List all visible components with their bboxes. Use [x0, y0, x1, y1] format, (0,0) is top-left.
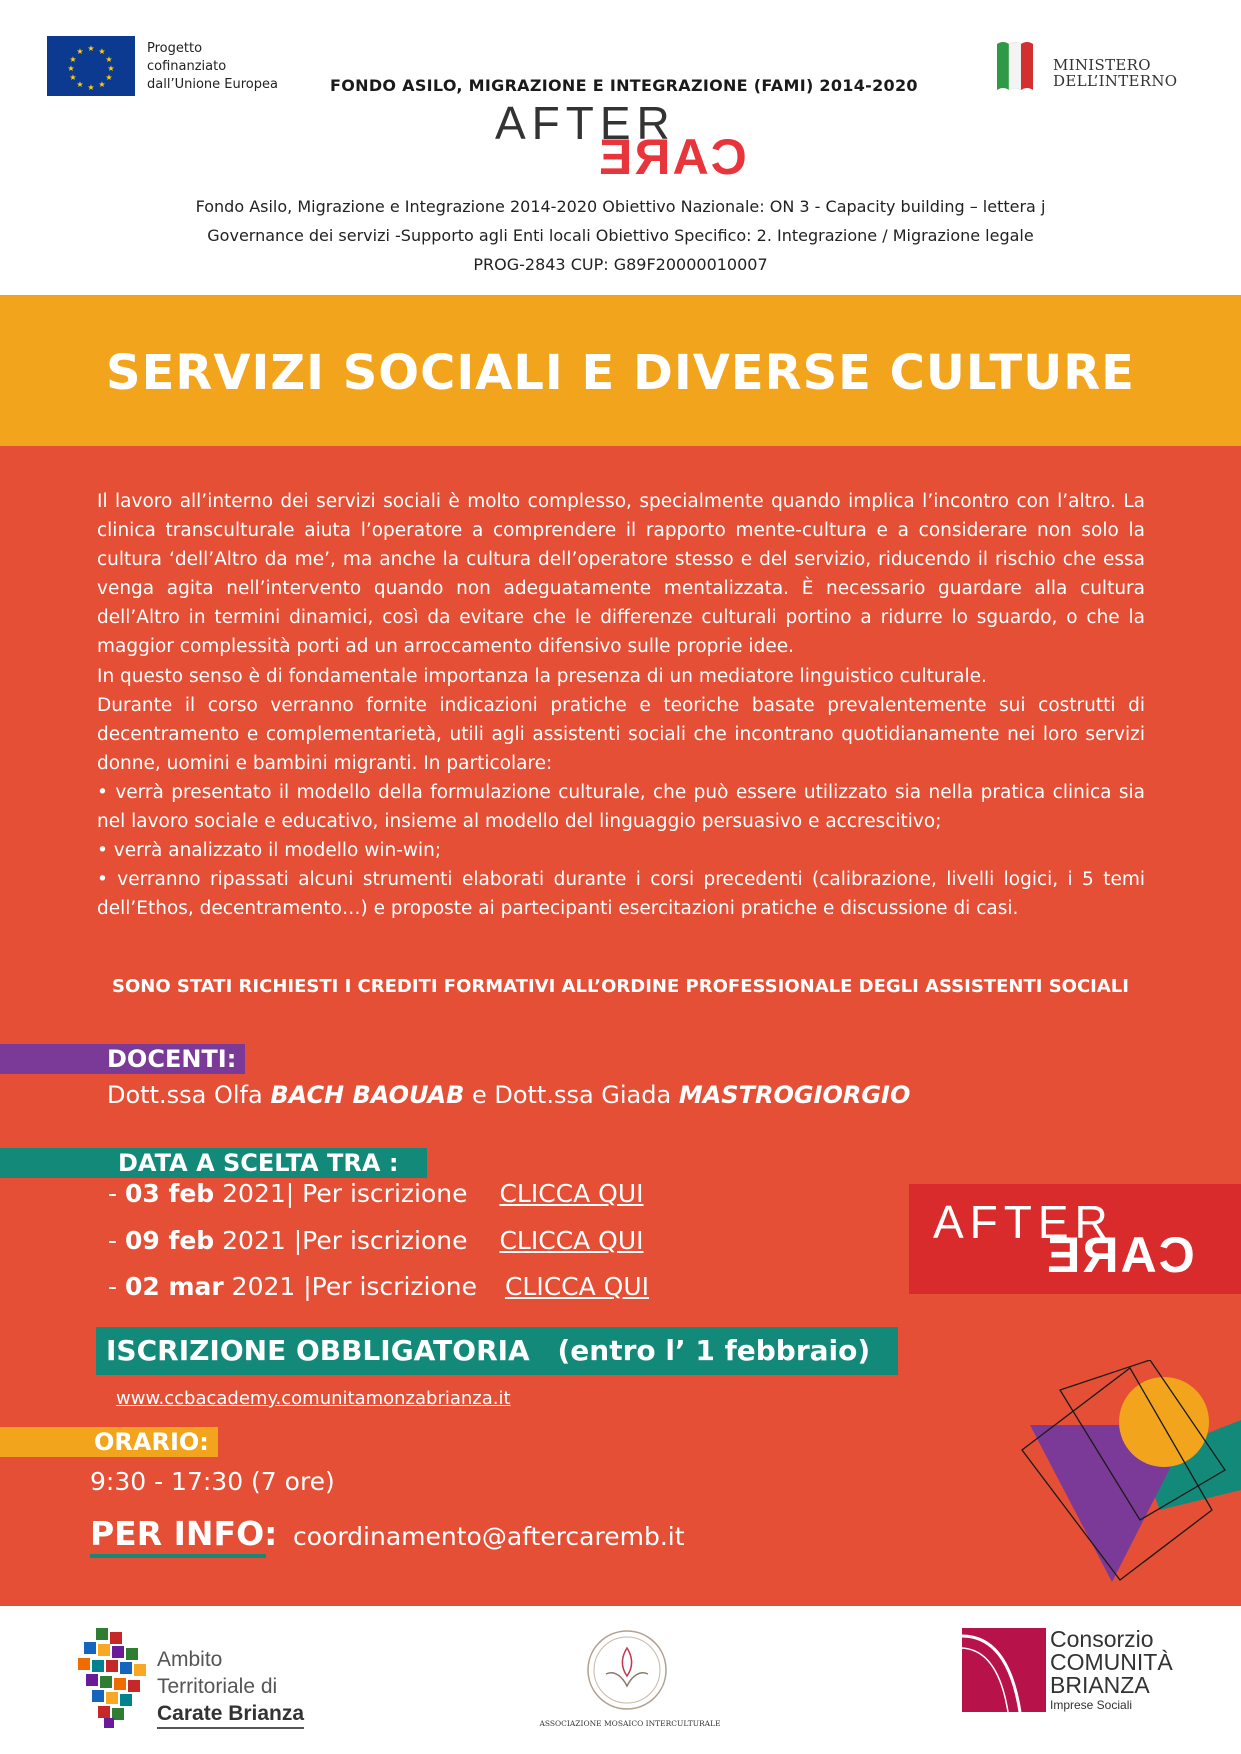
fami-title: FONDO ASILO, MIGRAZIONE E INTEGRAZIONE (FAMI) 2014-2020 — [330, 76, 918, 95]
register-link[interactable]: CLICCA QUI — [504, 1272, 650, 1301]
page-title: SERVIZI SOCIALI E DIVERSE CULTURE — [106, 345, 1135, 401]
credits-notice: SONO STATI RICHIESTI I CREDITI FORMATIVI ALL’ORDINE PROFESSIONALE DEGLI ASSISTENTI SOCIALI — [112, 976, 1129, 997]
svg-text:★: ★ — [69, 55, 77, 64]
logo-care-text: CARE — [597, 129, 747, 185]
aftercare-logo-header — [495, 97, 747, 185]
aftercare-logo-box — [909, 1184, 1241, 1294]
docenti-names — [107, 1081, 910, 1109]
svg-text:★: ★ — [87, 83, 95, 92]
logo-after-text: AFTER — [495, 97, 676, 149]
eu-flag-logo — [47, 36, 135, 96]
orario-label: ORARIO: — [94, 1428, 209, 1456]
eu-cofunding-caption — [147, 40, 307, 94]
ambito-line: Territoriale di — [157, 1675, 278, 1698]
registration-required: ISCRIZIONE OBBLIGATORIA — [106, 1334, 530, 1367]
bullet-item: • verrà presentato il modello della formulazione culturale, che può essere utilizzato sia nella pratica clinica sia nel lavoro sociale e educativo, insieme al modello del linguaggio persuasivo e accrescitivo; — [97, 781, 1145, 833]
date-separator: | — [285, 1226, 303, 1255]
dates-label: DATA A SCELTA TRA : — [118, 1149, 399, 1177]
ambito-line: Ambito — [157, 1648, 223, 1671]
consorzio-logo — [962, 1628, 1046, 1712]
date-row — [108, 1272, 649, 1301]
mosaico-caption: ASSOCIAZIONE MOSAICO INTERCULTURALE — [539, 1719, 721, 1728]
svg-text:★: ★ — [105, 73, 113, 82]
ambito-line: Carate Brianza — [157, 1700, 304, 1729]
fund-line: Governance dei servizi -Supporto agli Enti locali Obiettivo Specifico: 2. Integrazione / Migrazione legale — [207, 226, 1034, 245]
ambito-caption — [157, 1646, 304, 1729]
puzzle-map-logo — [78, 1628, 146, 1728]
docenti-joiner: e Dott.ssa Giada — [464, 1081, 679, 1109]
fund-description — [0, 192, 1241, 279]
docente-name: BACH BAOUAB — [270, 1081, 465, 1109]
consorzio-line: Imprese Sociali — [1050, 1698, 1133, 1712]
description-paragraph: In questo senso è di fondamentale importanza la presenza di un mediatore linguistico culturale. — [97, 665, 987, 687]
date-dash: - — [108, 1226, 125, 1255]
info-label: PER INFO: — [90, 1514, 278, 1553]
eu-caption-line: dall’Unione Europea — [147, 77, 278, 92]
date-text: Per iscrizione — [302, 1179, 468, 1208]
date-separator: | — [295, 1272, 312, 1301]
description-paragraph: Durante il corso verranno fornite indicazioni pratiche e teoriche basate prevalentemente sui costrutti di decentramento e complementarietà, utili agli assistenti sociali che incontrano quotidianamente nei loro servizi donne, uomini e bambini migranti. In particolare: — [97, 694, 1145, 774]
svg-text:★: ★ — [98, 47, 106, 56]
date-year: 2021 — [214, 1226, 286, 1255]
svg-text:★: ★ — [107, 64, 115, 73]
bullet-item: • verranno ripassati alcuni strumenti elaborati durante i corsi precedenti (calibrazione, livelli logici, i 5 temi dell’Ethos, decentramento…) e proposte ai partecipanti esercitazioni pratiche e discussione di casi. — [97, 869, 1145, 920]
docente-name: MASTROGIORGIO — [678, 1081, 911, 1109]
register-link[interactable]: CLICCA QUI — [499, 1226, 644, 1255]
description-paragraph: Il lavoro all’interno dei servizi sociali è molto complesso, specialmente quando implica l’incontro con l’altro. La clinica transculturale aiuta l’operatore a comprendere il rapporto mente-cultura e a considerare non solo la cultura ‘dell’Altro da me’, ma anche la cultura dell’operatore stesso e del servizio, riducendo il rischio che essa venga agita nell’intervento quando non adeguatamente mentalizzata. È necessario guardare alla cultura dell’Altro in termini dinamici, così da evitare che le differenze culturali portino a ridurre lo sguardo, o che la maggior complessità porti ad un arroccamento difensivo sulle proprie idee. — [97, 491, 1145, 658]
register-link[interactable]: CLICCA QUI — [499, 1179, 644, 1208]
docenti-label-bar — [0, 1044, 245, 1074]
date-dash: - — [108, 1179, 125, 1208]
date-separator: | — [285, 1179, 303, 1208]
logo-care-text: CARE — [1045, 1227, 1195, 1283]
website-link[interactable]: www.ccbacademy.comunitamonzabrianza.it — [116, 1388, 511, 1409]
info-underline — [90, 1554, 266, 1558]
dates-label-bar — [0, 1148, 427, 1178]
registration-deadline: (entro l’ 1 febbraio) — [557, 1334, 871, 1367]
date-row — [108, 1179, 644, 1208]
date-day: 09 feb — [124, 1226, 215, 1255]
date-text: Per iscrizione — [302, 1226, 468, 1255]
eu-caption-line: Progetto — [147, 41, 203, 56]
svg-text:★: ★ — [69, 73, 77, 82]
fund-line: PROG-2843 CUP: G89F20000010007 — [473, 255, 768, 274]
ministry-name — [1053, 57, 1177, 89]
svg-text:★: ★ — [87, 44, 95, 53]
date-text: Per iscrizione — [311, 1272, 477, 1301]
date-dash: - — [108, 1272, 125, 1301]
orario-label-bar — [0, 1427, 218, 1457]
date-day: 02 mar — [124, 1272, 224, 1301]
date-row — [108, 1226, 644, 1255]
docenti-label: DOCENTI: — [107, 1045, 237, 1073]
consorzio-line: COMUNITÀ — [1050, 1649, 1173, 1675]
info-email[interactable]: coordinamento@aftercaremb.it — [293, 1522, 685, 1551]
course-description — [97, 487, 1145, 923]
svg-text:★: ★ — [98, 80, 106, 89]
svg-text:★: ★ — [105, 55, 113, 64]
logo-after-text: AFTER — [933, 1196, 1114, 1248]
svg-text:★: ★ — [76, 80, 84, 89]
ministry-line: DELL’INTERNO — [1053, 72, 1178, 90]
registration-required-bar — [96, 1327, 898, 1375]
eu-caption-line: cofinanziato — [147, 59, 227, 74]
svg-text:★: ★ — [67, 64, 75, 73]
orange-circle — [1119, 1377, 1209, 1467]
ministry-flag-logo — [995, 38, 1037, 92]
docente-title: Dott.ssa Olfa — [107, 1081, 271, 1109]
fund-line: Fondo Asilo, Migrazione e Integrazione 2014-2020 Obiettivo Nazionale: ON 3 - Capacity building – lettera j — [195, 197, 1046, 216]
decorative-shapes — [1000, 1360, 1241, 1606]
bullet-item: • verrà analizzato il modello win-win; — [97, 840, 442, 862]
consorzio-line: BRIANZA — [1050, 1672, 1150, 1698]
ministry-line: MINISTERO — [1053, 56, 1151, 74]
consorzio-line: Consorzio — [1050, 1626, 1154, 1652]
date-year: 2021 — [223, 1272, 296, 1301]
svg-text:★: ★ — [76, 47, 84, 56]
date-year: 2021 — [214, 1179, 286, 1208]
consorzio-caption — [1050, 1628, 1173, 1713]
date-day: 03 feb — [124, 1179, 215, 1208]
mosaico-logo — [586, 1626, 668, 1714]
orario-value: 9:30 - 17:30 (7 ore) — [90, 1467, 335, 1496]
